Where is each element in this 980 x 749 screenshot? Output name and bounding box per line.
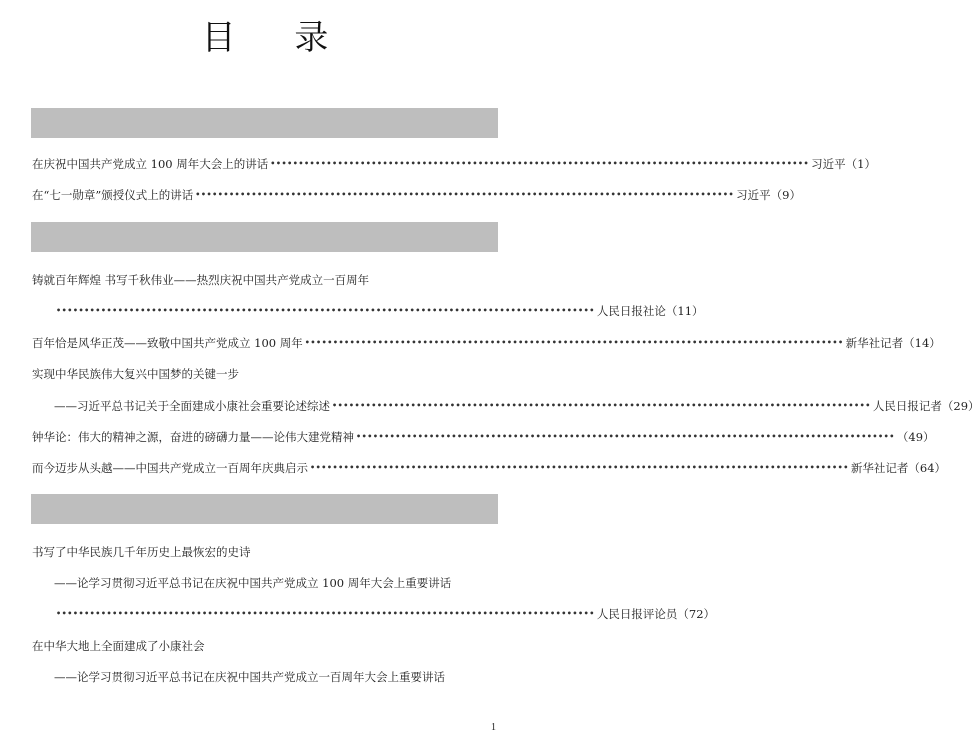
toc-entry[interactable]	[32, 459, 947, 477]
entry-title: 铸就百年辉煌 书写千秋伟业——热烈庆祝中国共产党成立一百周年	[32, 273, 370, 287]
toc-entry[interactable]	[54, 668, 498, 686]
entry-title: ——习近平总书记关于全面建成小康社会重要论述综述	[54, 399, 330, 413]
leader-dots: ••••••••••••••••••••••••••••••••••••••••••••••••••••••••••••••••••••••••••••••••••••••••••••••••	[195, 190, 735, 199]
toc-entry[interactable]	[54, 302, 704, 320]
toc-entry[interactable]	[32, 271, 498, 289]
entry-author: 新华社记者	[850, 461, 909, 475]
entry-page: （49）	[896, 430, 935, 444]
toc-entry[interactable]	[32, 365, 498, 383]
toc-entry[interactable]	[54, 397, 980, 415]
entry-title: 书写了中华民族几千年历史上最恢宏的史诗	[32, 545, 251, 559]
entry-author: 人民日报社论	[596, 304, 666, 318]
entry-page: （72）	[677, 607, 716, 621]
entry-title: 在庆祝中国共产党成立 100 周年大会上的讲话	[32, 157, 269, 171]
leader-dots: ••••••••••••••••••••••••••••••••••••••••••••••••••••••••••••••••••••••••••••••••••••••••••••••••	[310, 463, 849, 472]
leader-dots: ••••••••••••••••••••••••••••••••••••••••••••••••••••••••••••••••••••••••••••••••••••••••••••••••	[56, 306, 595, 315]
page-title: 目 录	[201, 18, 353, 58]
entry-page: （29）	[941, 399, 980, 413]
entry-page: （14）	[903, 336, 941, 350]
leader-dots: ••••••••••••••••••••••••••••••••••••••••••••••••••••••••••••••••••••••••••••••••••••••••••••••••	[270, 159, 810, 168]
toc-entry[interactable]	[32, 637, 498, 655]
entry-title: 在“七一勋章”颁授仪式上的讲话	[32, 188, 194, 202]
toc-entry[interactable]	[32, 428, 935, 446]
entry-subtitle: ——论学习贯彻习近平总书记在庆祝中国共产党成立一百周年大会上重要讲话	[54, 670, 445, 684]
entry-title: 百年恰是风华正茂——致敬中国共产党成立 100 周年	[32, 336, 303, 350]
entry-author: 习近平	[736, 188, 771, 202]
toc-entry[interactable]	[54, 605, 716, 623]
entry-author: 人民日报评论员	[596, 607, 678, 621]
entry-title: 在中华大地上全面建成了小康社会	[32, 639, 205, 653]
entry-page: （11）	[665, 304, 704, 318]
toc-entry[interactable]	[32, 543, 498, 561]
entry-title: 实现中华民族伟大复兴中国梦的关键一步	[32, 367, 239, 381]
entry-author: 人民日报记者	[872, 399, 942, 413]
section-band-2	[31, 222, 498, 252]
toc-entry[interactable]	[32, 155, 876, 173]
section-band-1	[31, 108, 498, 138]
leader-dots: ••••••••••••••••••••••••••••••••••••••••••••••••••••••••••••••••••••••••••••••••••••••••••••••••	[332, 401, 871, 410]
toc-entry[interactable]	[32, 334, 941, 352]
entry-title: 而今迈步从头越——中国共产党成立一百周年庆典启示	[32, 461, 308, 475]
entry-page: （1）	[845, 157, 876, 171]
entry-author: 习近平	[811, 157, 846, 171]
section-band-3	[31, 494, 498, 524]
entry-author: 新华社记者	[845, 336, 904, 350]
page-number: 1	[491, 722, 496, 733]
toc-entry[interactable]	[32, 186, 801, 204]
entry-page: （64）	[908, 461, 947, 475]
entry-page: （9）	[770, 188, 801, 202]
leader-dots: ••••••••••••••••••••••••••••••••••••••••••••••••••••••••••••••••••••••••••••••••••••••••••••••••	[56, 609, 595, 618]
leader-dots: ••••••••••••••••••••••••••••••••••••••••••••••••••••••••••••••••••••••••••••••••••••••••••••••••	[304, 338, 844, 347]
leader-dots: ••••••••••••••••••••••••••••••••••••••••••••••••••••••••••••••••••••••••••••••••••••••••••••••••	[356, 432, 895, 441]
entry-title: 钟华论：伟大的精神之源，奋进的磅礴力量——论伟大建党精神	[32, 430, 354, 444]
toc-entry[interactable]	[54, 574, 498, 592]
entry-subtitle: ——论学习贯彻习近平总书记在庆祝中国共产党成立 100 周年大会上重要讲话	[54, 576, 452, 590]
